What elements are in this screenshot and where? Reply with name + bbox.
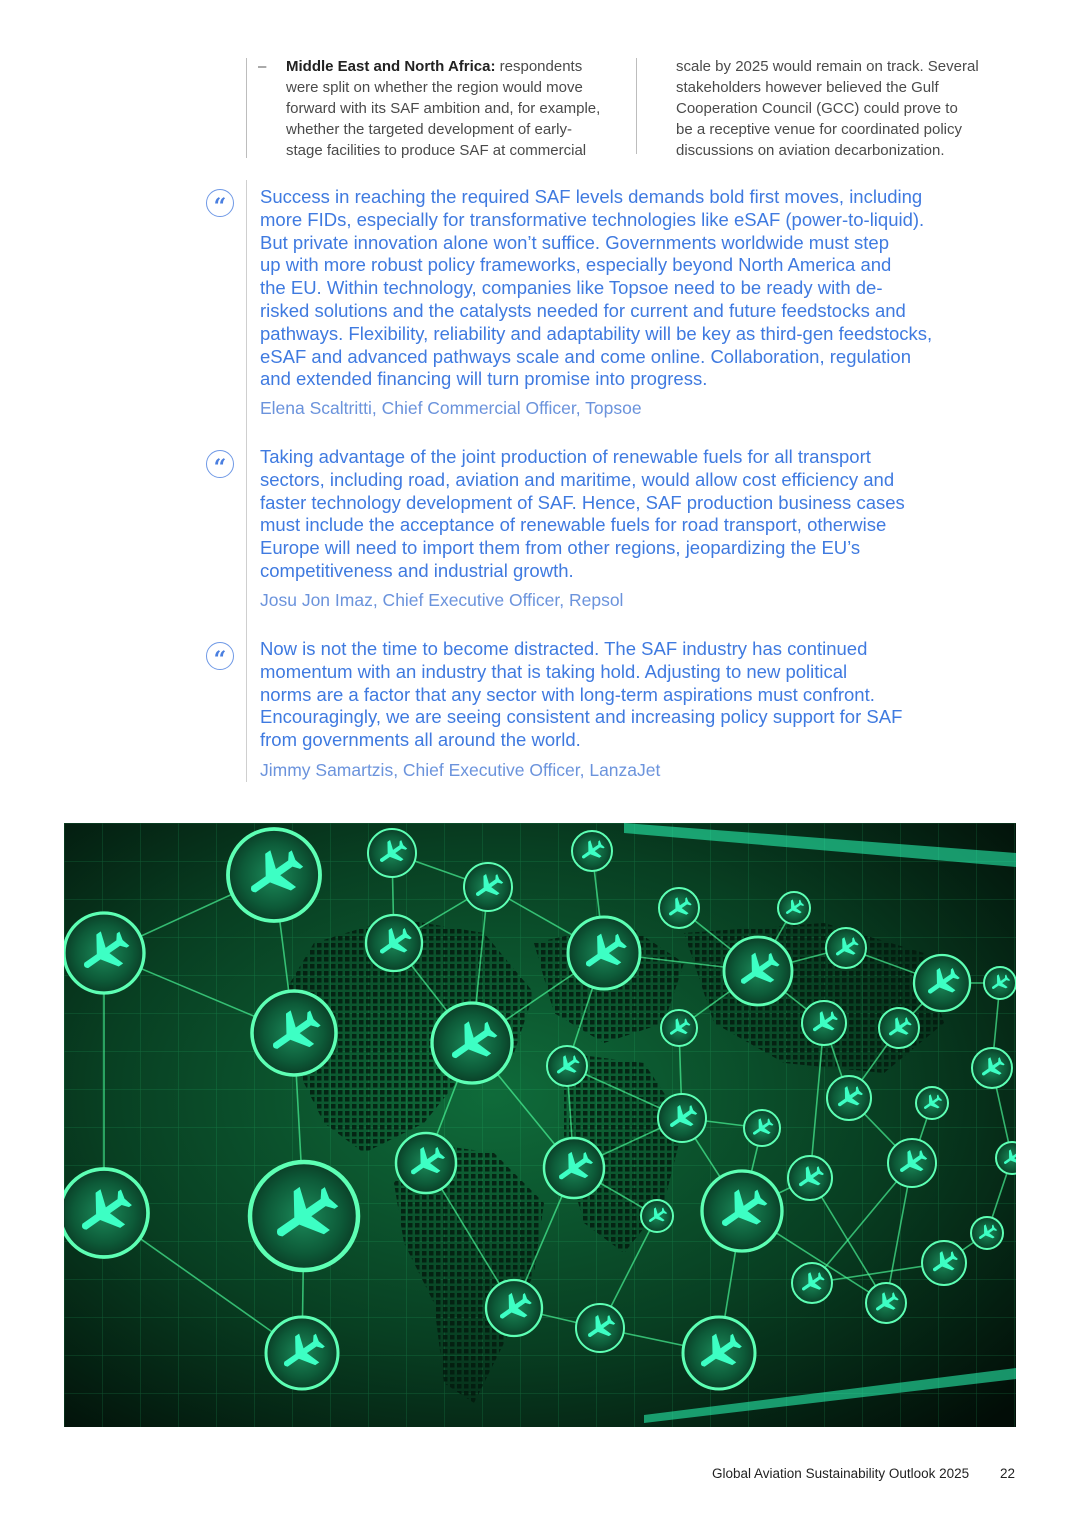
airplane-node-icon	[568, 917, 640, 989]
page-number: 22	[1000, 1466, 1016, 1481]
airplane-node-icon	[641, 1200, 673, 1232]
intro-column-1-line: Middle East and North Africa: respondents	[286, 58, 583, 75]
airplane-node-icon	[802, 1001, 846, 1045]
intro-column-2-line: discussions on aviation decarbonization.	[676, 142, 945, 159]
airplane-node-icon	[572, 831, 612, 871]
airplane-node-icon	[266, 1317, 338, 1389]
quote-attribution: Josu Jon Imaz, Chief Executive Officer, Repsol	[260, 590, 624, 610]
airplane-node-icon	[366, 915, 422, 971]
intro-column-2	[676, 56, 1006, 161]
intro-column-1-line: whether the targeted development of early-	[286, 121, 573, 138]
flight-network-image	[64, 823, 1016, 1427]
footer-title: Global Aviation Sustainability Outlook 2025	[712, 1466, 970, 1481]
quote-line: and extended financing will turn promise into progress.	[260, 368, 708, 390]
flight-network-illustration	[64, 823, 1016, 1427]
airplane-node-icon	[827, 1076, 871, 1120]
intro-column-1	[286, 56, 626, 161]
quote-attribution: Jimmy Samartzis, Chief Executive Officer, LanzaJet	[260, 760, 661, 780]
airplane-node-icon	[866, 1283, 906, 1323]
quote-line: eSAF and advanced pathways scale and come online. Collaboration, regulation	[260, 345, 911, 367]
quote-lanzajet	[260, 638, 960, 752]
intro-column-2-line: scale by 2025 would remain on track. Several	[676, 58, 979, 75]
intro-column-1-line: stage facilities to produce SAF at commercial	[286, 142, 587, 159]
quote-line: from governments all around the world.	[260, 729, 581, 751]
airplane-node-icon	[778, 892, 810, 924]
intro-column-2-line: be a receptive venue for coordinated policy	[676, 121, 963, 138]
airplane-node-icon	[888, 1139, 936, 1187]
airplane-node-icon	[972, 1048, 1012, 1088]
airplane-node-icon	[576, 1304, 624, 1352]
airplane-node-icon	[702, 1171, 782, 1251]
airplane-node-icon	[544, 1138, 604, 1198]
quote-line: Success in reaching the required SAF levels demands bold first moves, including	[260, 186, 923, 207]
intro-column-1-line: forward with its SAF ambition and, for example,	[286, 100, 601, 117]
airplane-node-icon	[396, 1133, 456, 1193]
airplane-node-icon	[792, 1263, 832, 1303]
intro-column-1-line: were split on whether the region would move	[286, 79, 583, 96]
quote-line: more FIDs, especially for transformative technologies like eSAF (power-to-liquid).	[260, 208, 925, 230]
quote-repsol	[260, 446, 960, 583]
quote-line: sectors, including road, aviation and maritime, would allow cost efficiency and	[260, 468, 895, 490]
quote-line: must include the acceptance of renewable fuels for road transport, otherwise	[260, 514, 887, 536]
intro-column-2-line: stakeholders however believed the Gulf	[676, 79, 939, 96]
airplane-node-icon	[724, 937, 792, 1005]
network-grid	[64, 823, 1016, 1427]
airplane-node-icon	[914, 955, 970, 1011]
quote-line: pathways. Flexibility, reliability and adaptability will be key as third-gen feedstocks,	[260, 322, 933, 344]
airplane-node-icon	[879, 1008, 919, 1048]
bullet-heading: Middle East and North Africa:	[286, 58, 496, 75]
quote-line: Europe will need to import them from other regions, jeopardizing the EU’s	[260, 537, 861, 559]
airplane-node-icon	[486, 1280, 542, 1336]
quote-line: momentum with an industry that is taking hold. Adjusting to new political	[260, 660, 848, 682]
intro-column-2-line: Cooperation Council (GCC) could prove to	[676, 100, 958, 117]
airplane-node-icon	[368, 829, 416, 877]
quote-line: the EU. Within technology, companies like Topsoe need to be ready with de-	[260, 277, 883, 299]
quote-topsoe	[260, 186, 960, 391]
quote-mark-icon: “	[206, 189, 234, 217]
airplane-node-icon	[658, 1094, 706, 1142]
quotes-rule	[246, 180, 247, 782]
airplane-node-icon	[916, 1087, 948, 1119]
intro-section	[246, 56, 1006, 160]
airplane-node-icon	[64, 1169, 148, 1257]
airplane-node-icon	[984, 967, 1016, 999]
airplane-node-icon	[250, 1162, 358, 1270]
quote-line: up with more robust policy frameworks, especially beyond North America and	[260, 254, 892, 276]
airplane-node-icon	[659, 888, 699, 928]
bullet-dash: –	[258, 58, 267, 75]
airplane-node-icon	[826, 928, 866, 968]
airplane-node-icon	[547, 1046, 587, 1086]
quote-line: Encouragingly, we are seeing consistent and increasing policy support for SAF	[260, 706, 903, 728]
airplane-node-icon	[661, 1010, 697, 1046]
airplane-node-icon	[64, 913, 144, 993]
airplane-node-icon	[744, 1110, 780, 1146]
quote-mark-icon: “	[206, 642, 234, 670]
airplane-node-icon	[252, 991, 336, 1075]
quote-line: risked solutions and the catalysts needed for current and future feedstocks and	[260, 299, 906, 321]
quote-line: competitiveness and industrial growth.	[260, 559, 574, 581]
quote-line: But private innovation alone won’t suffice. Governments worldwide must step	[260, 231, 889, 253]
quote-line: Taking advantage of the joint production of renewable fuels for all transport	[260, 446, 871, 467]
intro-column-divider	[636, 58, 637, 154]
quote-mark-icon: “	[206, 450, 234, 478]
airplane-node-icon	[788, 1156, 832, 1200]
quote-line: Now is not the time to become distracted. The SAF industry has continued	[260, 638, 868, 659]
airplane-node-icon	[922, 1241, 966, 1285]
airplane-node-icon	[432, 1003, 512, 1083]
airplane-node-icon	[683, 1317, 755, 1389]
airplane-node-icon	[228, 829, 320, 921]
quote-line: faster technology development of SAF. Hence, SAF production business cases	[260, 491, 905, 513]
airplane-node-icon	[464, 863, 512, 911]
intro-left-rule	[246, 58, 247, 158]
airplane-node-icon	[971, 1217, 1003, 1249]
quote-line: norms are a factor that any sector with long-term aspirations must confront.	[260, 683, 875, 705]
quote-attribution: Elena Scaltritti, Chief Commercial Officer, Topsoe	[260, 398, 642, 418]
